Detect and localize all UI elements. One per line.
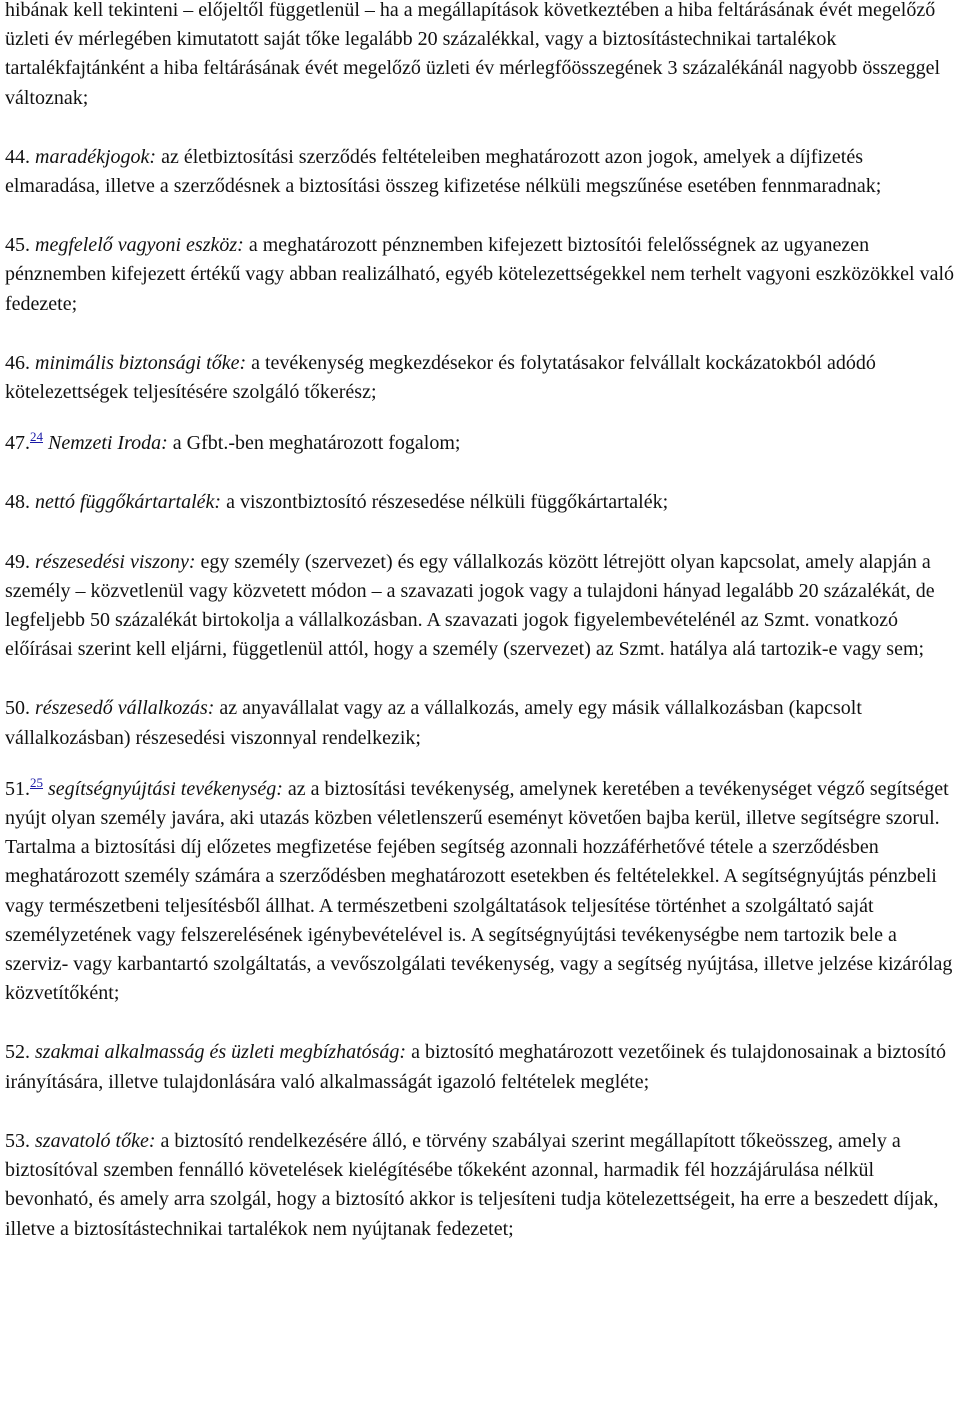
definition-text: a tevékenység megkezdésekor és folytatásakor felvállalt kockázatokból adódó kötelezettségek teljesítésére szolgáló tőkerész; xyxy=(5,351,876,404)
definition-text: a biztosító rendelkezésére álló, e törvény szabályai szerint megállapított tőkeösszeg, amely a biztosítóval szemben fennálló követelések kielégítésébe tőkeként azonnal, harmadik fél hozzájárulása nélkül bevonható, és amely arra szolgál, hogy a biztosító akkor is teljesíteni tudja kötelezettségeit, ha erre a beszedett díjak, illetve a biztosítástechnikai tartalékok nem nyújtanak fedezetet; xyxy=(5,1129,939,1240)
definition-text: hibának kell tekinteni – előjeltől függetlenül – ha a megállapítások következtében a hiba feltárásának évét megelőző üzleti év mérlegében kimutatott saját tőke legalább 20 százalékkal, vagy a biztosítástechnikai tartalékok tartalékfajtánként a hiba feltárásának évét megelőző üzleti év mérlegfőösszegének 3 százalékánál nagyobb összeggel változnak; xyxy=(5,0,941,109)
footnote-link-24[interactable]: 24 xyxy=(30,429,43,445)
definition-term: Nemzeti Iroda: xyxy=(48,432,168,455)
definition-50 xyxy=(5,694,957,752)
definition-term: segítségnyújtási tevékenység: xyxy=(48,777,283,800)
definition-44 xyxy=(5,143,957,201)
definition-number: 52. xyxy=(5,1041,30,1064)
definition-term: minimális biztonsági tőke: xyxy=(35,351,247,374)
definition-text: a Gfbt.-ben meghatározott fogalom; xyxy=(172,432,461,455)
document-body xyxy=(5,0,957,1274)
definition-text: az a biztosítási tevékenység, amelynek keretében a tevékenységet végző segítséget nyújt olyan személy javára, aki utazás közben véletlenszerű eseményt követően bajba kerül, illetve segítségre szorul. Tartalma a biztosítási díj előzetes megfizetése fejében segítség azonnali hozzáférhetővé tétele a szerződésben meghatározott személy számára a szerződésben meghatározott esetekben és feltételekkel. A segítségnyújtás pénzbeli vagy természetbeni teljesítésből állhat. A természetbeni szolgáltatások teljesítése történhet a szolgáltató saját személyzetének vagy felszerelésének igénybevételével is. A segítségnyújtási tevékenységbe nem tartozik bele a szerviz- vagy karbantartó szolgáltatás, a vevőszolgálati tevékenység, vagy a segítség nyújtása, illetve jelzése kizárólag közvetítőként; xyxy=(5,777,953,1005)
definition-49 xyxy=(5,548,957,665)
definition-number: 46. xyxy=(5,351,30,374)
definition-term: nettó függőkártartalék: xyxy=(35,491,222,514)
definition-number: 47. xyxy=(5,432,30,455)
definition-number: 50. xyxy=(5,697,30,720)
definition-text: a viszontbiztosító részesedése nélküli függőkártartalék; xyxy=(226,491,669,514)
definition-48 xyxy=(5,488,957,517)
definition-number: 44. xyxy=(5,145,30,168)
definition-51 xyxy=(5,775,957,1009)
definition-text: a meghatározott pénznemben kifejezett biztosítói felelősségnek az ugyanezen pénznemben kifejezett értékű vagy abban realizálható, egyéb kötelezettségekkel nem terhelt vagyoni eszközökkel való fedezete; xyxy=(5,234,955,315)
definition-52 xyxy=(5,1038,957,1096)
definition-43-continuation xyxy=(5,0,957,113)
definition-45 xyxy=(5,231,957,319)
definition-46 xyxy=(5,349,957,407)
footnote-link-25[interactable]: 25 xyxy=(30,774,43,790)
definition-number: 51. xyxy=(5,777,30,800)
definition-text: a biztosító meghatározott vezetőinek és tulajdonosainak a biztosító irányítására, illetve tulajdonlására való alkalmasságát igazoló feltételek megléte; xyxy=(5,1041,946,1093)
definition-term: szakmai alkalmasság és üzleti megbízhatóság: xyxy=(35,1041,407,1064)
definition-text: az életbiztosítási szerződés feltételeiben meghatározott azon jogok, amelyek a díjfizetés elmaradása, illetve a szerződésnek a biztosítási összeg kifizetése nélküli megszűnése esetében fennmaradnak; xyxy=(5,145,882,198)
definition-term: maradékjogok: xyxy=(35,145,157,168)
definition-number: 53. xyxy=(5,1129,30,1152)
definition-text: az anyavállalat vagy az a vállalkozás, amely egy másik vállalkozásban (kapcsolt vállalkozásban) részesedési viszonnyal rendelkezik; xyxy=(5,697,862,749)
definition-text: egy személy (szervezet) és egy vállalkozás között létrejött olyan kapcsolat, amely alapján a személy – közvetlenül vagy közvetett módon – a szavazati jogok vagy a tulajdoni hányad legalább 20 százalékát, de legfeljebb 50 százalékát birtokolja a vállalkozásban. A szavazati jogok figyelembevételénél az Szmt. vonatkozó előírásai szerint kell eljárni, függetlenül attól, hogy a személy (szervezet) az Szmt. hatálya alá tartozik-e vagy sem; xyxy=(5,550,935,661)
definition-term: megfelelő vagyoni eszköz: xyxy=(35,234,244,257)
definition-number: 45. xyxy=(5,234,30,257)
definition-number: 48. xyxy=(5,491,30,514)
definition-term: szavatoló tőke: xyxy=(35,1129,156,1152)
definition-53 xyxy=(5,1127,957,1244)
definition-number: 49. xyxy=(5,550,30,573)
definition-term: részesedő vállalkozás: xyxy=(35,697,215,720)
definition-47 xyxy=(5,429,957,458)
definition-term: részesedési viszony: xyxy=(35,550,196,573)
